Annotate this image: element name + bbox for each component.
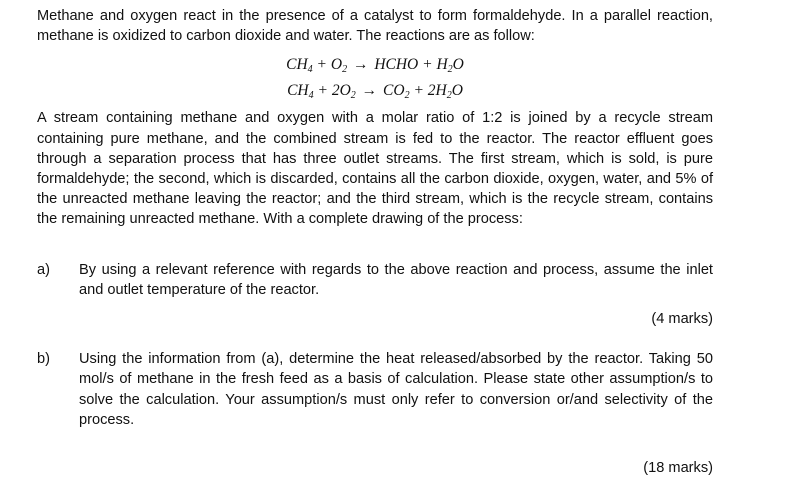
intro-paragraph: Methane and oxygen react in the presence of a catalyst to form formaldehyde. In a parallel reaction, methane is oxidized to carbon dioxide and water. The reactions are as follow:	[37, 8, 713, 45]
question-a-letter: a)	[37, 261, 50, 278]
eq1-h-sub: 2	[447, 64, 453, 76]
question-b	[37, 349, 713, 430]
eq1-o: + O	[312, 56, 343, 74]
eq2-water-o: O	[451, 82, 463, 100]
eq2-co-sub: 2	[404, 90, 410, 102]
eq2-o-sub: 2	[350, 90, 356, 102]
eq1-ch-sub: 4	[307, 64, 313, 76]
eq1-ch: CH	[286, 56, 308, 74]
question-a-marks: (4 marks)	[651, 311, 713, 328]
document-page	[37, 0, 713, 478]
eq2-ch: CH	[287, 82, 309, 100]
eq1-o-sub: 2	[342, 64, 348, 76]
reaction-arrow-icon: →	[352, 56, 369, 74]
question-a	[37, 260, 713, 300]
reaction-equations	[37, 52, 713, 104]
reaction-arrow-icon: →	[361, 82, 378, 100]
equation-formaldehyde	[37, 52, 713, 78]
question-b-letter: b)	[37, 351, 50, 368]
eq2-o: + 2O	[313, 82, 351, 100]
eq2-co: CO	[383, 82, 405, 100]
eq1-water-o: O	[452, 56, 464, 74]
stream-description-paragraph: A stream containing methane and oxygen with a molar ratio of 1:2 is joined by a recycle stream containing pure methane, and the combined stream is fed to the reactor. The reactor effluent goes through a separation process that has three outlet streams. The first stream, which is sold, is pure formaldehyde; the second, which is discarded, contains all the carbon dioxide, oxygen, water, and 5% of the unreacted methane leaving the reactor; and the third stream, which is the recycle stream, contains the remaining unreacted methane. With a complete drawing of the process:	[37, 110, 713, 228]
question-b-marks: (18 marks)	[643, 460, 713, 477]
question-a-text: By using a relevant reference with regards to the above reaction and process, assume the inlet and outlet temperature of the reactor.	[79, 261, 713, 298]
eq2-h-sub: 2	[446, 90, 452, 102]
eq2-h: + 2H	[409, 82, 447, 100]
equation-combustion	[37, 78, 713, 104]
question-b-text: Using the information from (a), determine the heat released/absorbed by the reactor. Taking 50 mol/s of methane in the fresh feed as a basis of calculation. Please state other assumption/s to solve the calculation. Your assumption/s must only refer to conversion or/and selectivity of the process.	[79, 351, 713, 428]
eq2-ch-sub: 4	[308, 90, 314, 102]
eq1-hcho: HCHO + H	[374, 56, 448, 74]
